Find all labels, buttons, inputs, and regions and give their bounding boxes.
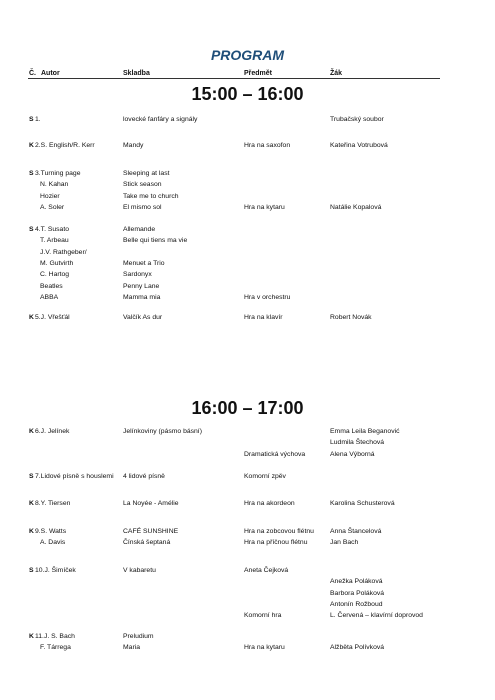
entry-autor: C. Hartog xyxy=(40,271,70,279)
entry-type-code: K xyxy=(29,633,34,640)
entry-autor: F. Tárrega xyxy=(40,644,71,652)
entry-predmet: Hra na kytaru xyxy=(244,644,285,652)
entry-type-code: S xyxy=(29,116,34,123)
entry-type-code: K xyxy=(29,142,34,149)
header-predmet: Předmět xyxy=(244,70,273,77)
entry-autor: ABBA xyxy=(40,293,59,301)
entry-autor: J.V. Rathgeber/ xyxy=(40,248,87,256)
entry-skladba: Valčík As dur xyxy=(123,314,163,321)
entry-predmet: Hra na příčnou flétnu xyxy=(244,539,308,547)
entry-autor: Beatles xyxy=(40,282,63,290)
entry-skladba: Belle qui tiens ma vie xyxy=(123,237,188,245)
entry-predmet: Hra na klavír xyxy=(244,314,283,321)
page-title: PROGRAM xyxy=(210,47,285,63)
entry-skladba: El mismo sol xyxy=(123,203,162,211)
header-divider xyxy=(28,78,440,79)
entry-predmet: Hra na saxofon xyxy=(244,142,291,149)
entry-zak: Ludmila Štechová xyxy=(330,439,385,447)
entry-autor: 11.J. S. Bach xyxy=(35,633,75,640)
entry-skladba: 4 lidové písně xyxy=(123,473,165,480)
entry-skladba: Penny Lane xyxy=(123,282,160,290)
entry-skladba: lovecké fanfáry a signály xyxy=(123,116,198,123)
entry-predmet: Hra na akordeon xyxy=(244,500,295,507)
header-skladba: Skladba xyxy=(123,70,150,77)
entry-zak: L. Červená – klavírní doprovod xyxy=(330,612,423,620)
entry-zak: Karolina Schusterová xyxy=(330,500,395,507)
entry-skladba: Mamma mia xyxy=(123,293,161,301)
entry-zak: Antonín Rožboud xyxy=(330,600,383,608)
entry-skladba: Sleeping at last xyxy=(123,170,170,177)
time-slot-heading: 15:00 – 16:00 xyxy=(191,84,304,104)
entry-type-code: K xyxy=(29,528,34,535)
entry-predmet: Dramatická výchova xyxy=(244,450,306,458)
entry-skladba: Čínská šeptaná xyxy=(123,539,171,547)
entry-type-code: S xyxy=(29,567,34,574)
entry-zak: Emma Leila Beganović xyxy=(330,428,400,435)
entry-skladba: V kabaretu xyxy=(123,567,156,574)
entry-autor: 7.Lidové písně s houslemi xyxy=(35,473,114,480)
entry-autor: 2.S. English/R. Kerr xyxy=(35,142,95,149)
entry-skladba: Menuet a Trio xyxy=(123,259,165,267)
entry-zak: Barbora Poláková xyxy=(330,589,385,597)
entry-skladba: Maria xyxy=(123,644,140,652)
entry-autor: 5.J. Vřešťál xyxy=(35,314,70,321)
entry-skladba: Allemande xyxy=(123,226,156,233)
entry-skladba: Preludium xyxy=(123,633,154,640)
entry-skladba: CAFÉ SUNSHINE xyxy=(123,528,179,535)
entry-zak: Anežka Poláková xyxy=(330,578,383,586)
entry-autor: 4.T. Susato xyxy=(35,226,70,233)
entry-skladba: Mandy xyxy=(123,142,144,149)
entry-autor: T. Arbeau xyxy=(40,237,69,245)
time-slot-heading: 16:00 – 17:00 xyxy=(191,398,304,418)
entry-type-code: K xyxy=(29,314,34,321)
entry-zak: Kateřina Votrubová xyxy=(330,142,388,149)
entry-autor: 6.J. Jelínek xyxy=(35,428,70,435)
entry-autor: 1. xyxy=(35,116,41,123)
entry-autor: A. Davis xyxy=(40,539,66,547)
entry-zak: Robert Novák xyxy=(330,314,372,321)
entry-zak: Natálie Kopalová xyxy=(330,203,382,211)
entry-predmet: Hra na zobcovou flétnu xyxy=(244,528,314,535)
entry-type-code: K xyxy=(29,500,34,507)
entry-skladba: Jelínkoviny (pásmo básní) xyxy=(123,428,202,435)
entry-predmet: Komorní zpěv xyxy=(244,473,286,480)
header-autor: Autor xyxy=(41,70,60,77)
entry-zak: Alena Výborná xyxy=(330,450,375,458)
entry-autor: 3.Turning page xyxy=(35,170,81,177)
entry-predmet: Komorní hra xyxy=(244,612,282,620)
entry-zak: Jan Bach xyxy=(330,539,359,547)
entry-zak: Anna Štancelová xyxy=(330,528,382,535)
entry-type-code: K xyxy=(29,428,34,435)
entry-autor: N. Kahan xyxy=(40,181,69,189)
entry-type-code: S xyxy=(29,226,34,233)
entry-type-code: S xyxy=(29,170,34,177)
entry-type-code: S xyxy=(29,473,34,480)
entry-predmet: Aneta Čejková xyxy=(244,567,289,574)
entry-skladba: Sardonyx xyxy=(123,271,152,279)
entry-autor: 9.S. Watts xyxy=(35,528,67,535)
entry-skladba: Stick season xyxy=(123,181,162,189)
entry-zak: Trubačský soubor xyxy=(330,116,384,123)
entry-autor: 10.J. Šimíček xyxy=(35,567,76,574)
entry-skladba: Take me to church xyxy=(123,192,179,200)
header-num: Č. xyxy=(29,70,36,77)
entry-autor: A. Soler xyxy=(40,203,65,211)
entry-autor: Hozier xyxy=(40,192,60,200)
header-zak: Žák xyxy=(330,70,343,77)
entry-skladba: La Noyée - Amélie xyxy=(123,500,179,507)
entry-autor: M. Gutvirth xyxy=(40,259,74,267)
entry-autor: 8.Y. Tiersen xyxy=(35,500,71,507)
entry-predmet: Hra na kytaru xyxy=(244,203,285,211)
entry-predmet: Hra v orchestru xyxy=(244,293,291,301)
entry-zak: Alžběta Polívková xyxy=(330,644,385,652)
